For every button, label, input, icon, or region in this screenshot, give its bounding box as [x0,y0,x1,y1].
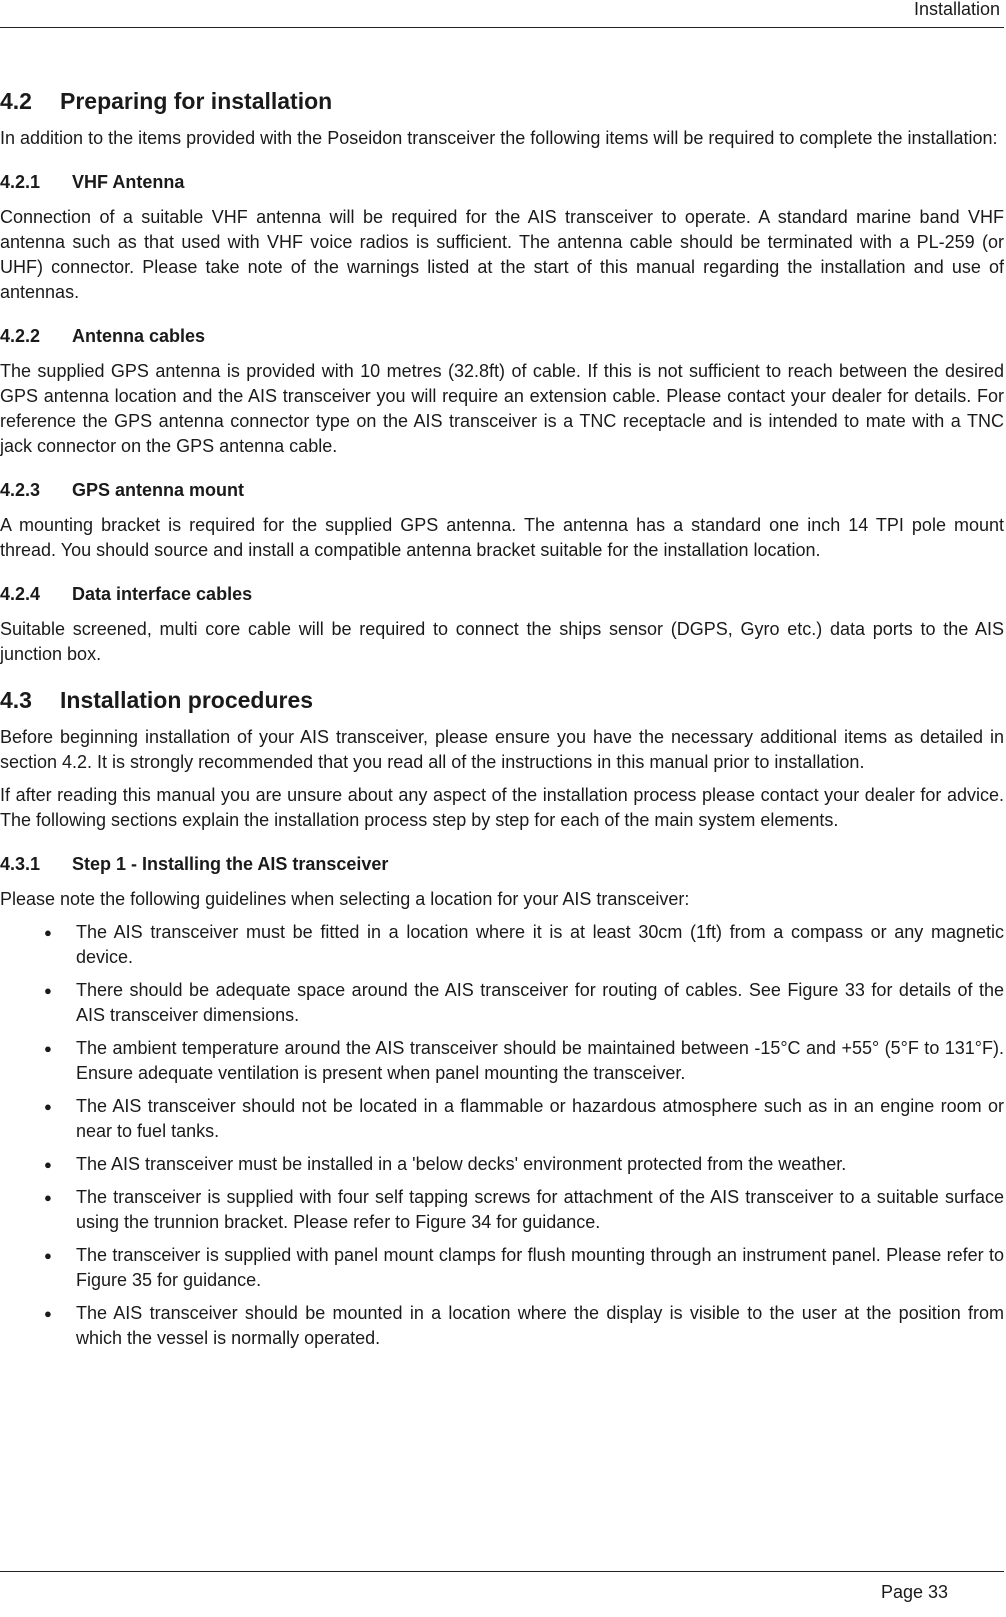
section-title: VHF Antenna [72,172,185,192]
section-title: Preparing for installation [60,88,333,114]
section-heading-4-3-1 [0,853,1004,875]
section-title: Step 1 - Installing the AIS transceiver [72,854,389,874]
list-item [0,1094,1004,1144]
section-number: 4.2.1 [0,172,41,192]
list-item [0,1152,1004,1177]
page-content [0,86,1004,1359]
list-item-text: The AIS transceiver must be fitted in a location where it is at least 30cm (1ft) from a compass or any magnetic device. [76,922,1004,967]
section-4-2-intro: In addition to the items provided with the Poseidon transceiver the following items will be required to complete the installation: [0,128,998,148]
bullet-icon: ● [44,1248,52,1263]
section-number: 4.2.3 [0,480,41,500]
section-4-3-para-1: Before beginning installation of your AIS transceiver, please ensure you have the necessary additional items as detailed in section 4.2. It is strongly recommended that you read all of the instructions in this manual prior to installation. [0,727,1004,772]
section-heading-4-2-2 [0,325,1004,347]
bullet-icon: ● [44,1157,52,1172]
bullet-icon: ● [44,1306,52,1321]
list-item [0,1301,1004,1351]
list-item [0,1036,1004,1086]
list-item-text: The transceiver is supplied with four self tapping screws for attachment of the AIS transceiver to a suitable surface using the trunnion bracket. Please refer to Figure 34 for guidance. [76,1187,1004,1232]
list-item-text: The AIS transceiver should be mounted in a location where the display is visible to the user at the position from which the vessel is normally operated. [76,1303,1004,1348]
list-item-text: The transceiver is supplied with panel mount clamps for flush mounting through an instrument panel. Please refer to Figure 35 for guidance. [76,1245,1004,1290]
bullet-icon: ● [44,1099,52,1114]
bullet-icon: ● [44,1041,52,1056]
section-4-3-para-2: If after reading this manual you are unsure about any aspect of the installation process please contact your dealer for advice. The following sections explain the installation process step by step for each of the main system elements. [0,785,1004,830]
section-heading-4-2-1 [0,171,1004,193]
bullet-icon: ● [44,983,52,998]
section-title: Installation procedures [60,687,314,713]
section-title: Data interface cables [72,584,253,604]
section-heading-4-3 [0,685,1004,715]
page-header [0,0,1004,28]
section-number: 4.2 [0,88,32,114]
guidelines-list [0,920,1004,1351]
page-footer [0,1571,1004,1617]
section-heading-4-2-3 [0,479,1004,501]
section-number: 4.3.1 [0,854,41,874]
header-title: Installation [913,0,1000,19]
list-item-text: There should be adequate space around the AIS transceiver for routing of cables. See Figure 33 for details of the AIS transceiver dimensions. [76,980,1004,1025]
section-heading-4-2 [0,86,1004,116]
section-number: 4.2.2 [0,326,41,346]
section-title: Antenna cables [72,326,206,346]
bullet-icon: ● [44,1190,52,1205]
list-item [0,1185,1004,1235]
page-number: Page 33 [880,1582,948,1602]
section-heading-4-2-4 [0,583,1004,605]
list-item-text: The ambient temperature around the AIS transceiver should be maintained between -15°C and +55° (5°F to 131°F). Ensure adequate ventilation is present when panel mounting the transceiver. [76,1038,1004,1083]
list-item [0,978,1004,1028]
list-item-text: The AIS transceiver must be installed in a 'below decks' environment protected from the weather. [76,1154,847,1174]
section-4-2-3-body: A mounting bracket is required for the supplied GPS antenna. The antenna has a standard one inch 14 TPI pole mount thread. You should source and install a compatible antenna bracket suitable for the installation location. [0,515,1004,560]
section-title: GPS antenna mount [72,480,245,500]
section-4-2-4-body: Suitable screened, multi core cable will be required to connect the ships sensor (DGPS, Gyro etc.) data ports to the AIS junction box. [0,619,1004,664]
bullet-icon: ● [44,925,52,940]
section-4-3-1-intro: Please note the following guidelines when selecting a location for your AIS transceiver: [0,889,690,909]
section-4-2-2-body: The supplied GPS antenna is provided with 10 metres (32.8ft) of cable. If this is not sufficient to reach between the desired GPS antenna location and the AIS transceiver you will require an extension cable. Please contact your dealer for details. For reference the GPS antenna connector type on the AIS transceiver is a TNC receptacle and is intended to mate with a TNC jack connector on the GPS antenna cable. [0,361,1004,456]
list-item [0,920,1004,970]
section-number: 4.2.4 [0,584,41,604]
list-item [0,1243,1004,1293]
section-4-2-1-body: Connection of a suitable VHF antenna will be required for the AIS transceiver to operate. A standard marine band VHF antenna such as that used with VHF voice radios is sufficient. The antenna cable should be terminated with a PL-259 (or UHF) connector. Please take note of the warnings listed at the start of this manual regarding the installation and use of antennas. [0,207,1004,302]
section-number: 4.3 [0,687,32,713]
list-item-text: The AIS transceiver should not be located in a flammable or hazardous atmosphere such as in an engine room or near to fuel tanks. [76,1096,1004,1141]
